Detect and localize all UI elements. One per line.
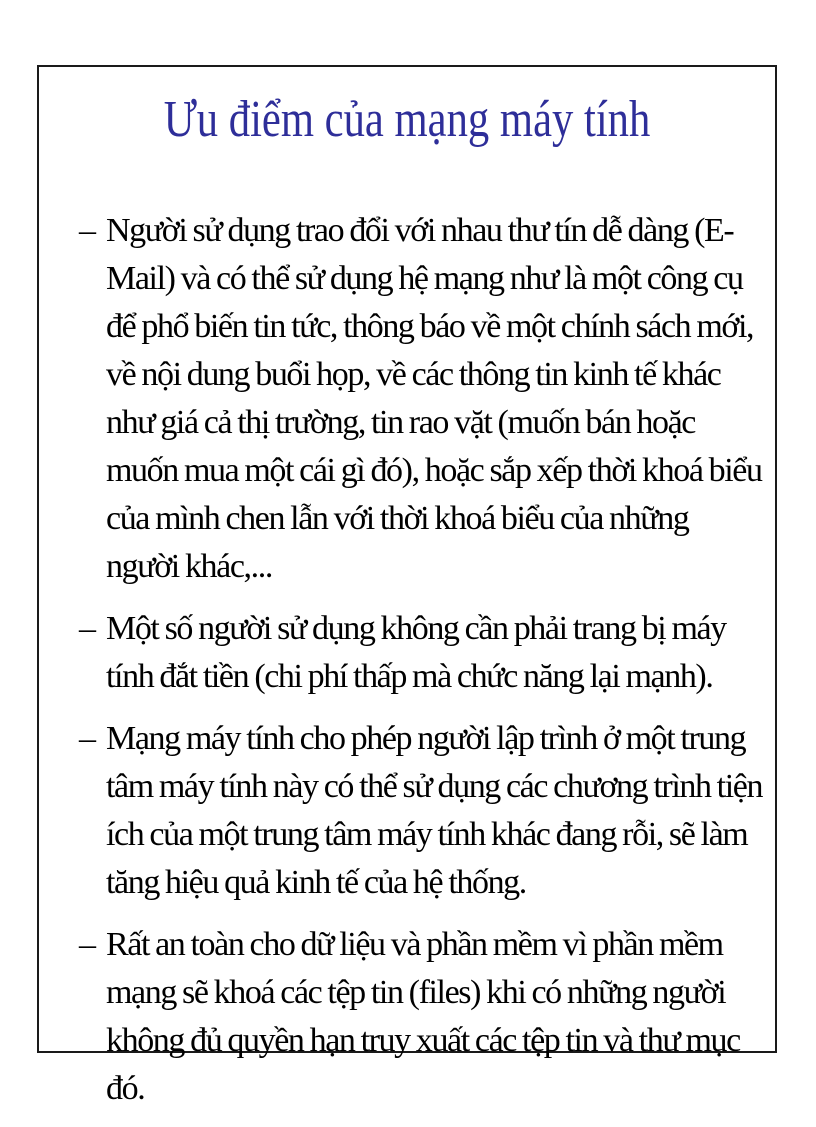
bullet-dash-icon: – (79, 610, 95, 647)
bullet-item-security (79, 921, 763, 1113)
bullet-dash-icon: – (79, 926, 95, 963)
bullet-text: Một số người sử dụng không cần phải trang bị máy tính đắt tiền (chi phí thấp mà chức năng lại mạnh). (106, 610, 726, 695)
bullet-list (79, 207, 763, 1127)
bullet-item-email (79, 207, 763, 591)
bullet-item-cost (79, 605, 763, 701)
slide-frame (37, 65, 777, 1107)
bullet-dash-icon: – (79, 212, 95, 249)
bullet-text: Rất an toàn cho dữ liệu và phần mềm vì phần mềm mạng sẽ khoá các tệp tin (files) khi có những người không đủ quyền hạn truy xuất các tệp tin và thư mục đó. (106, 926, 740, 1107)
slide-title: Ưu điểm của mạng máy tính (163, 91, 651, 148)
bullet-item-resource-sharing (79, 715, 763, 907)
bullet-dash-icon: – (79, 720, 95, 757)
bullet-text: Người sử dụng trao đổi với nhau thư tín dễ dàng (E-Mail) và có thể sử dụng hệ mạng như là một công cụ để phổ biến tin tức, thông báo về một chính sách mới, về nội dung buổi họp, về các thông tin kinh tế khác như giá cả thị trường, tin rao vặt (muốn bán hoặc muốn mua một cái gì đó), hoặc sắp xếp thời khoá biểu của mình chen lẫn với thời khoá biểu của những người khác,... (106, 212, 762, 585)
bullet-text: Mạng máy tính cho phép người lập trình ở một trung tâm máy tính này có thể sử dụng các chương trình tiện ích của một trung tâm máy tính khác đang rỗi, sẽ làm tăng hiệu quả kinh tế của hệ thống. (106, 720, 763, 901)
